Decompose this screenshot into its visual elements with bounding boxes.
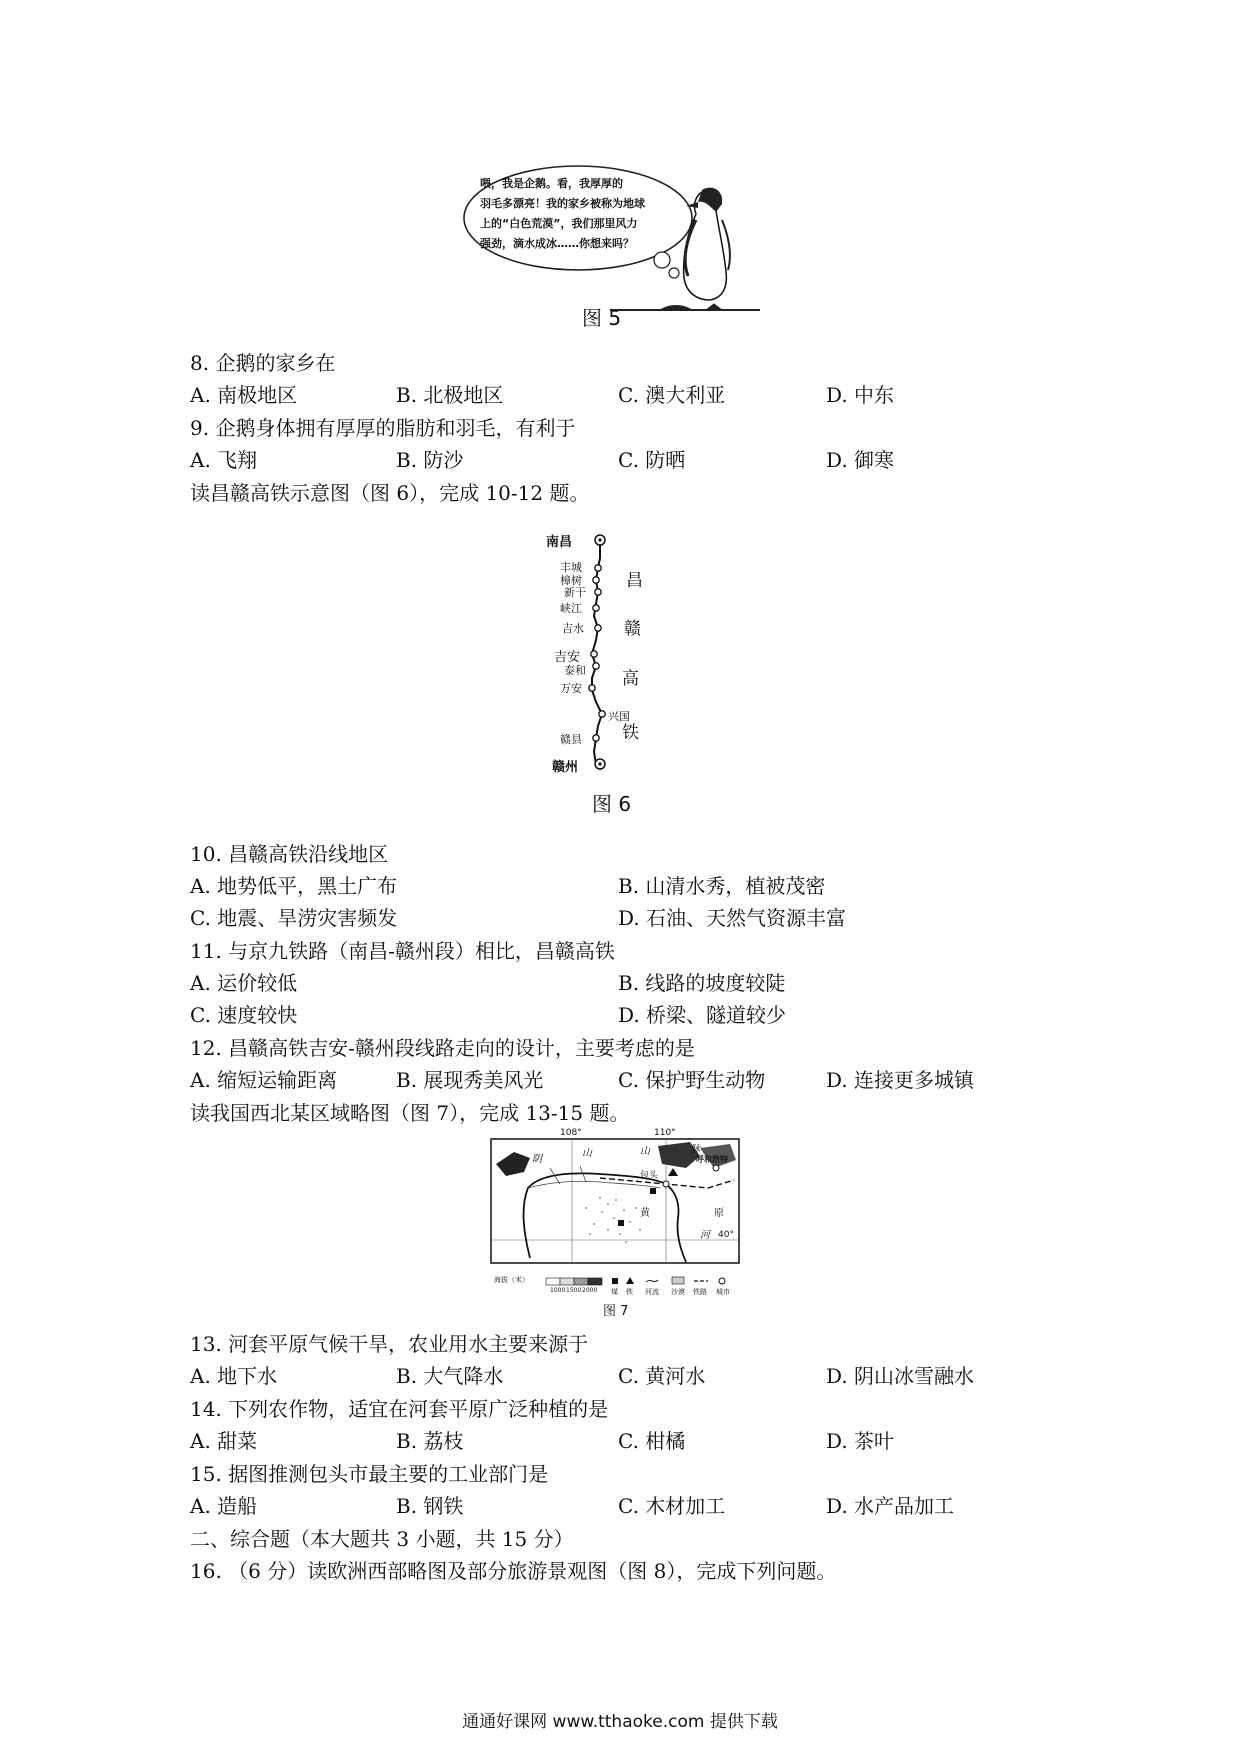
question-8-stem: 8. 企鹅的家乡在	[190, 351, 336, 375]
question-14-option-c: C. 柑橘	[618, 1429, 686, 1453]
station-jishui: 吉水	[562, 622, 584, 635]
legend-coal: 煤	[611, 1288, 618, 1296]
station-jian: 吉安	[554, 650, 581, 665]
legend-1500: 1500	[566, 1287, 582, 1294]
question-12-option-c: C. 保护野生动物	[618, 1068, 766, 1092]
map-label-shan-2: 山	[640, 1146, 650, 1157]
map-label-hohhot: 呼和浩特	[696, 1155, 728, 1164]
figure-6-caption: 图 6	[592, 792, 632, 816]
lon-label-108: 108°	[560, 1128, 582, 1138]
speech-line-3: 上的“白色荒漠”，我们那里风力	[480, 217, 638, 230]
question-11-option-b: B. 线路的坡度较陡	[618, 971, 786, 995]
map-label-he: 河	[700, 1230, 710, 1241]
speech-line-4: 强劲，滴水成冰……你想来吗？	[480, 237, 634, 250]
map-label-yuan: 原	[714, 1208, 724, 1219]
question-9-option-d: D. 御寒	[826, 448, 895, 472]
question-14-stem: 14. 下列农作物，适宜在河套平原广泛种植的是	[190, 1397, 609, 1421]
station-fengcheng: 丰城	[560, 561, 582, 574]
route-char-gan: 赣	[624, 619, 641, 639]
question-12-option-d: D. 连接更多城镇	[826, 1068, 975, 1092]
station-nanchang: 南昌	[546, 535, 573, 550]
station-wanan: 万安	[560, 682, 582, 695]
question-13-stem: 13. 河套平原气候干旱，农业用水主要来源于	[190, 1332, 589, 1356]
question-11-option-a: A. 运价较低	[190, 971, 298, 995]
route-char-gao: 高	[622, 669, 639, 689]
figure-6	[540, 528, 660, 778]
question-12-option-a: A. 缩短运输距离	[190, 1068, 338, 1092]
question-15-option-d: D. 水产品加工	[826, 1494, 955, 1518]
intro-figure-7: 读我国西北某区域略图（图 7），完成 13-15 题。	[190, 1101, 630, 1125]
question-8-option-b: B. 北极地区	[396, 383, 504, 407]
question-15-stem: 15. 据图推测包头市最主要的工业部门是	[190, 1462, 549, 1486]
station-ganxian: 赣县	[560, 733, 582, 746]
question-10-option-b: B. 山清水秀，植被茂密	[618, 874, 826, 898]
question-10-stem: 10. 昌赣高铁沿线地区	[190, 842, 389, 866]
question-9-option-c: C. 防晒	[618, 448, 686, 472]
legend-river: 河流	[645, 1288, 659, 1296]
question-16-stem: 16. （6 分）读欧洲西部略图及部分旅游景观图（图 8），完成下列问题。	[190, 1559, 837, 1583]
legend-iron: 铁	[626, 1288, 633, 1296]
question-15-option-c: C. 木材加工	[618, 1494, 726, 1518]
station-zhangshu: 樟树	[560, 574, 582, 587]
question-10-option-c: C. 地震、旱涝灾害频发	[190, 906, 398, 930]
figure-7	[490, 1128, 740, 1298]
question-13-option-c: C. 黄河水	[618, 1364, 706, 1388]
map-label-mai: 脉	[690, 1144, 700, 1155]
question-15-option-a: A. 造船	[190, 1494, 258, 1518]
lat-label-40: 40°	[718, 1230, 734, 1240]
question-10-option-d: D. 石油、天然气资源丰富	[618, 906, 847, 930]
question-13-option-d: D. 阴山冰雪融水	[826, 1364, 975, 1388]
route-char-chang: 昌	[626, 571, 643, 591]
station-xiajiang: 峡江	[560, 602, 582, 615]
lon-label-110: 110°	[654, 1128, 676, 1138]
figure-5-caption: 图 5	[582, 306, 622, 330]
question-8-option-a: A. 南极地区	[190, 383, 298, 407]
map-label-huang: 黄	[640, 1208, 650, 1219]
question-9-option-a: A. 飞翔	[190, 448, 258, 472]
question-12-option-b: B. 展现秀美风光	[396, 1068, 544, 1092]
station-xingguo: 兴国	[608, 710, 630, 723]
question-14-option-a: A. 甜菜	[190, 1429, 258, 1453]
legend-2000: 2000	[582, 1287, 598, 1294]
legend-city: 城市	[716, 1288, 730, 1296]
question-13-option-b: B. 大气降水	[396, 1364, 504, 1388]
question-10-option-a: A. 地势低平，黑土广布	[190, 874, 398, 898]
question-9-stem: 9. 企鹅身体拥有厚厚的脂肪和羽毛，有利于	[190, 416, 576, 440]
station-taihe: 泰和	[564, 664, 586, 677]
map-label-baotou: 包头	[640, 1171, 659, 1181]
legend-altitude: 海拔（米）	[494, 1276, 529, 1284]
station-ganzhou: 赣州	[552, 760, 579, 775]
legend-desert: 沙漠	[671, 1288, 685, 1296]
route-char-tie: 铁	[622, 723, 639, 743]
question-13-option-a: A. 地下水	[190, 1364, 278, 1388]
question-11-stem: 11. 与京九铁路（南昌-赣州段）相比，昌赣高铁	[190, 939, 615, 963]
question-8-option-c: C. 澳大利亚	[618, 383, 726, 407]
legend-1000: 1000	[550, 1287, 566, 1294]
question-14-option-b: B. 荔枝	[396, 1429, 464, 1453]
station-xingan: 新干	[564, 586, 586, 599]
legend-railway: 铁路	[693, 1288, 707, 1296]
map-label-yin: 阴	[532, 1154, 542, 1165]
question-14-option-d: D. 茶叶	[826, 1429, 895, 1453]
section-2-heading: 二、综合题（本大题共 3 小题，共 15 分）	[190, 1527, 574, 1551]
speech-line-2: 羽毛多漂亮！我的家乡被称为地球	[480, 197, 645, 210]
question-8-option-d: D. 中东	[826, 383, 895, 407]
question-9-option-b: B. 防沙	[396, 448, 464, 472]
question-11-option-d: D. 桥梁、隧道较少	[618, 1003, 787, 1027]
page-footer: 通通好课网 www.tthaoke.com 提供下载	[462, 1712, 778, 1732]
question-15-option-b: B. 钢铁	[396, 1494, 464, 1518]
speech-line-1: 喂，我是企鹅。看，我厚厚的	[480, 177, 623, 190]
intro-figure-6: 读昌赣高铁示意图（图 6），完成 10-12 题。	[190, 481, 590, 505]
map-label-shan-1: 山	[582, 1148, 592, 1159]
question-12-stem: 12. 昌赣高铁吉安-赣州段线路走向的设计，主要考虑的是	[190, 1036, 695, 1060]
figure-7-caption: 图 7	[603, 1304, 629, 1319]
question-11-option-c: C. 速度较快	[190, 1003, 298, 1027]
